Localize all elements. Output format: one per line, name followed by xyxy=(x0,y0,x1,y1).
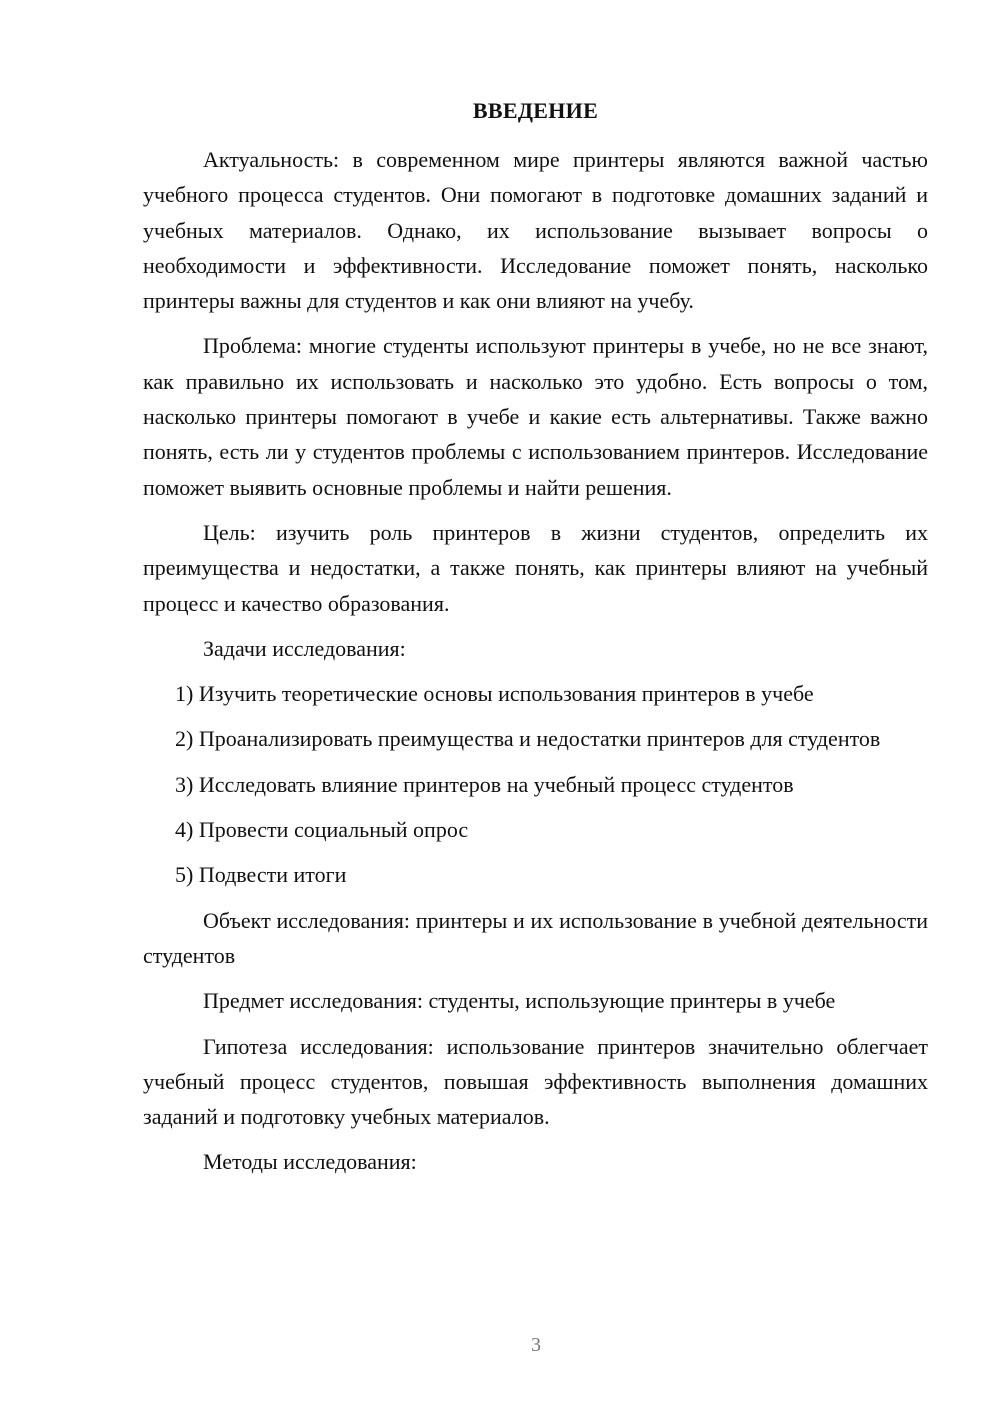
object-paragraph: Объект исследования: принтеры и их использование в учебной деятельности студентов xyxy=(143,907,928,968)
document-body xyxy=(143,142,928,1190)
task-item-5: 5) Подвести итоги xyxy=(175,862,347,888)
subject-paragraph: Предмет исследования: студенты, использующие принтеры в учебе xyxy=(203,988,836,1014)
task-item-4: 4) Провести социальный опрос xyxy=(175,817,469,843)
task-item-2: 2) Проанализировать преимущества и недостатки принтеров для студентов xyxy=(175,726,881,752)
problem-paragraph: Проблема: многие студенты используют принтеры в учебе, но не все знают, как правильно их использовать и насколько это удобно. Есть вопросы о том, насколько принтеры помогают в учебе и какие есть альтернативы. Также важно понять, есть ли у студентов проблемы с использованием принтеров. Исследование поможет выявить основные проблемы и найти решения. xyxy=(143,333,928,500)
methods-paragraph: Методы исследования: xyxy=(203,1149,417,1175)
hypothesis-paragraph: Гипотеза исследования: использование принтеров значительно облегчает учебный процесс студентов, повышая эффективность выполнения домашних заданий и подготовку учебных материалов. xyxy=(143,1033,928,1130)
tasks-heading: Задачи исследования: xyxy=(203,635,406,661)
section-heading: ВВЕДЕНИЕ xyxy=(472,98,599,123)
task-item-3: 3) Исследовать влияние принтеров на учебный процесс студентов xyxy=(175,771,794,797)
relevance-paragraph: Актуальность: в современном мире принтеры являются важной частью учебного процесса студентов. Они помогают в подготовке домашних заданий и учебных материалов. Однако, их использование вызывает вопросы о необходимости и эффективности. Исследование поможет понять, насколько принтеры важны для студентов и как они влияют на учебу. xyxy=(143,147,928,314)
page-number: 3 xyxy=(531,1334,541,1356)
task-item-1: 1) Изучить теоретические основы использования принтеров в учебе xyxy=(175,681,814,707)
goal-paragraph: Цель: изучить роль принтеров в жизни студентов, определить их преимущества и недостатки, а также понять, как принтеры влияют на учебный процесс и качество образования. xyxy=(143,519,928,616)
